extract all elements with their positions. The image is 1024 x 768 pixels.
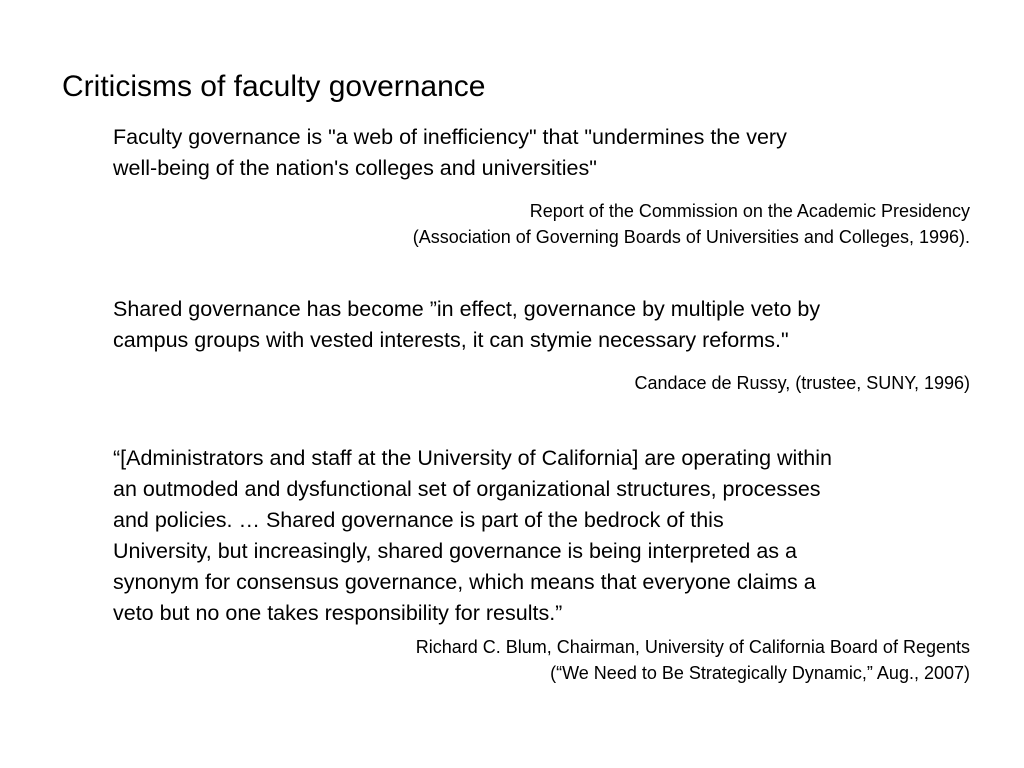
quote-attribution [634, 370, 970, 396]
quote-line: veto but no one takes responsibility for results.” [113, 601, 563, 625]
quote-line: “[Administrators and staff at the University of California] are operating within [113, 446, 832, 470]
slide-title: Criticisms of faculty governance [62, 70, 486, 103]
quote-line: synonym for consensus governance, which means that everyone claims a [113, 570, 816, 594]
quote-line: Faculty governance is "a web of inefficiency" that "undermines the very [113, 125, 787, 149]
attribution-line: Candace de Russy, (trustee, SUNY, 1996) [634, 373, 970, 393]
quote-attribution [416, 634, 970, 686]
quote-line: well-being of the nation's colleges and universities" [113, 156, 597, 180]
attribution-line: Report of the Commission on the Academic Presidency [529, 201, 970, 221]
quote-line: Shared governance has become ”in effect, governance by multiple veto by [113, 297, 821, 321]
attribution-line: Richard C. Blum, Chairman, University of California Board of Regents [415, 637, 970, 657]
quote-block [113, 122, 983, 184]
attribution-line: (Association of Governing Boards of Universities and Colleges, 1996). [412, 227, 970, 247]
quote-line: and policies. … Shared governance is part of the bedrock of this [113, 508, 724, 532]
quote-line: campus groups with vested interests, it can stymie necessary reforms." [113, 328, 789, 352]
quote-block [113, 443, 983, 629]
attribution-line: (“We Need to Be Strategically Dynamic,” Aug., 2007) [550, 663, 970, 683]
quote-attribution [413, 198, 970, 250]
quote-line: an outmoded and dysfunctional set of organizational structures, processes [113, 477, 821, 501]
quote-block [113, 294, 983, 356]
quote-line: University, but increasingly, shared governance is being interpreted as a [113, 539, 797, 563]
